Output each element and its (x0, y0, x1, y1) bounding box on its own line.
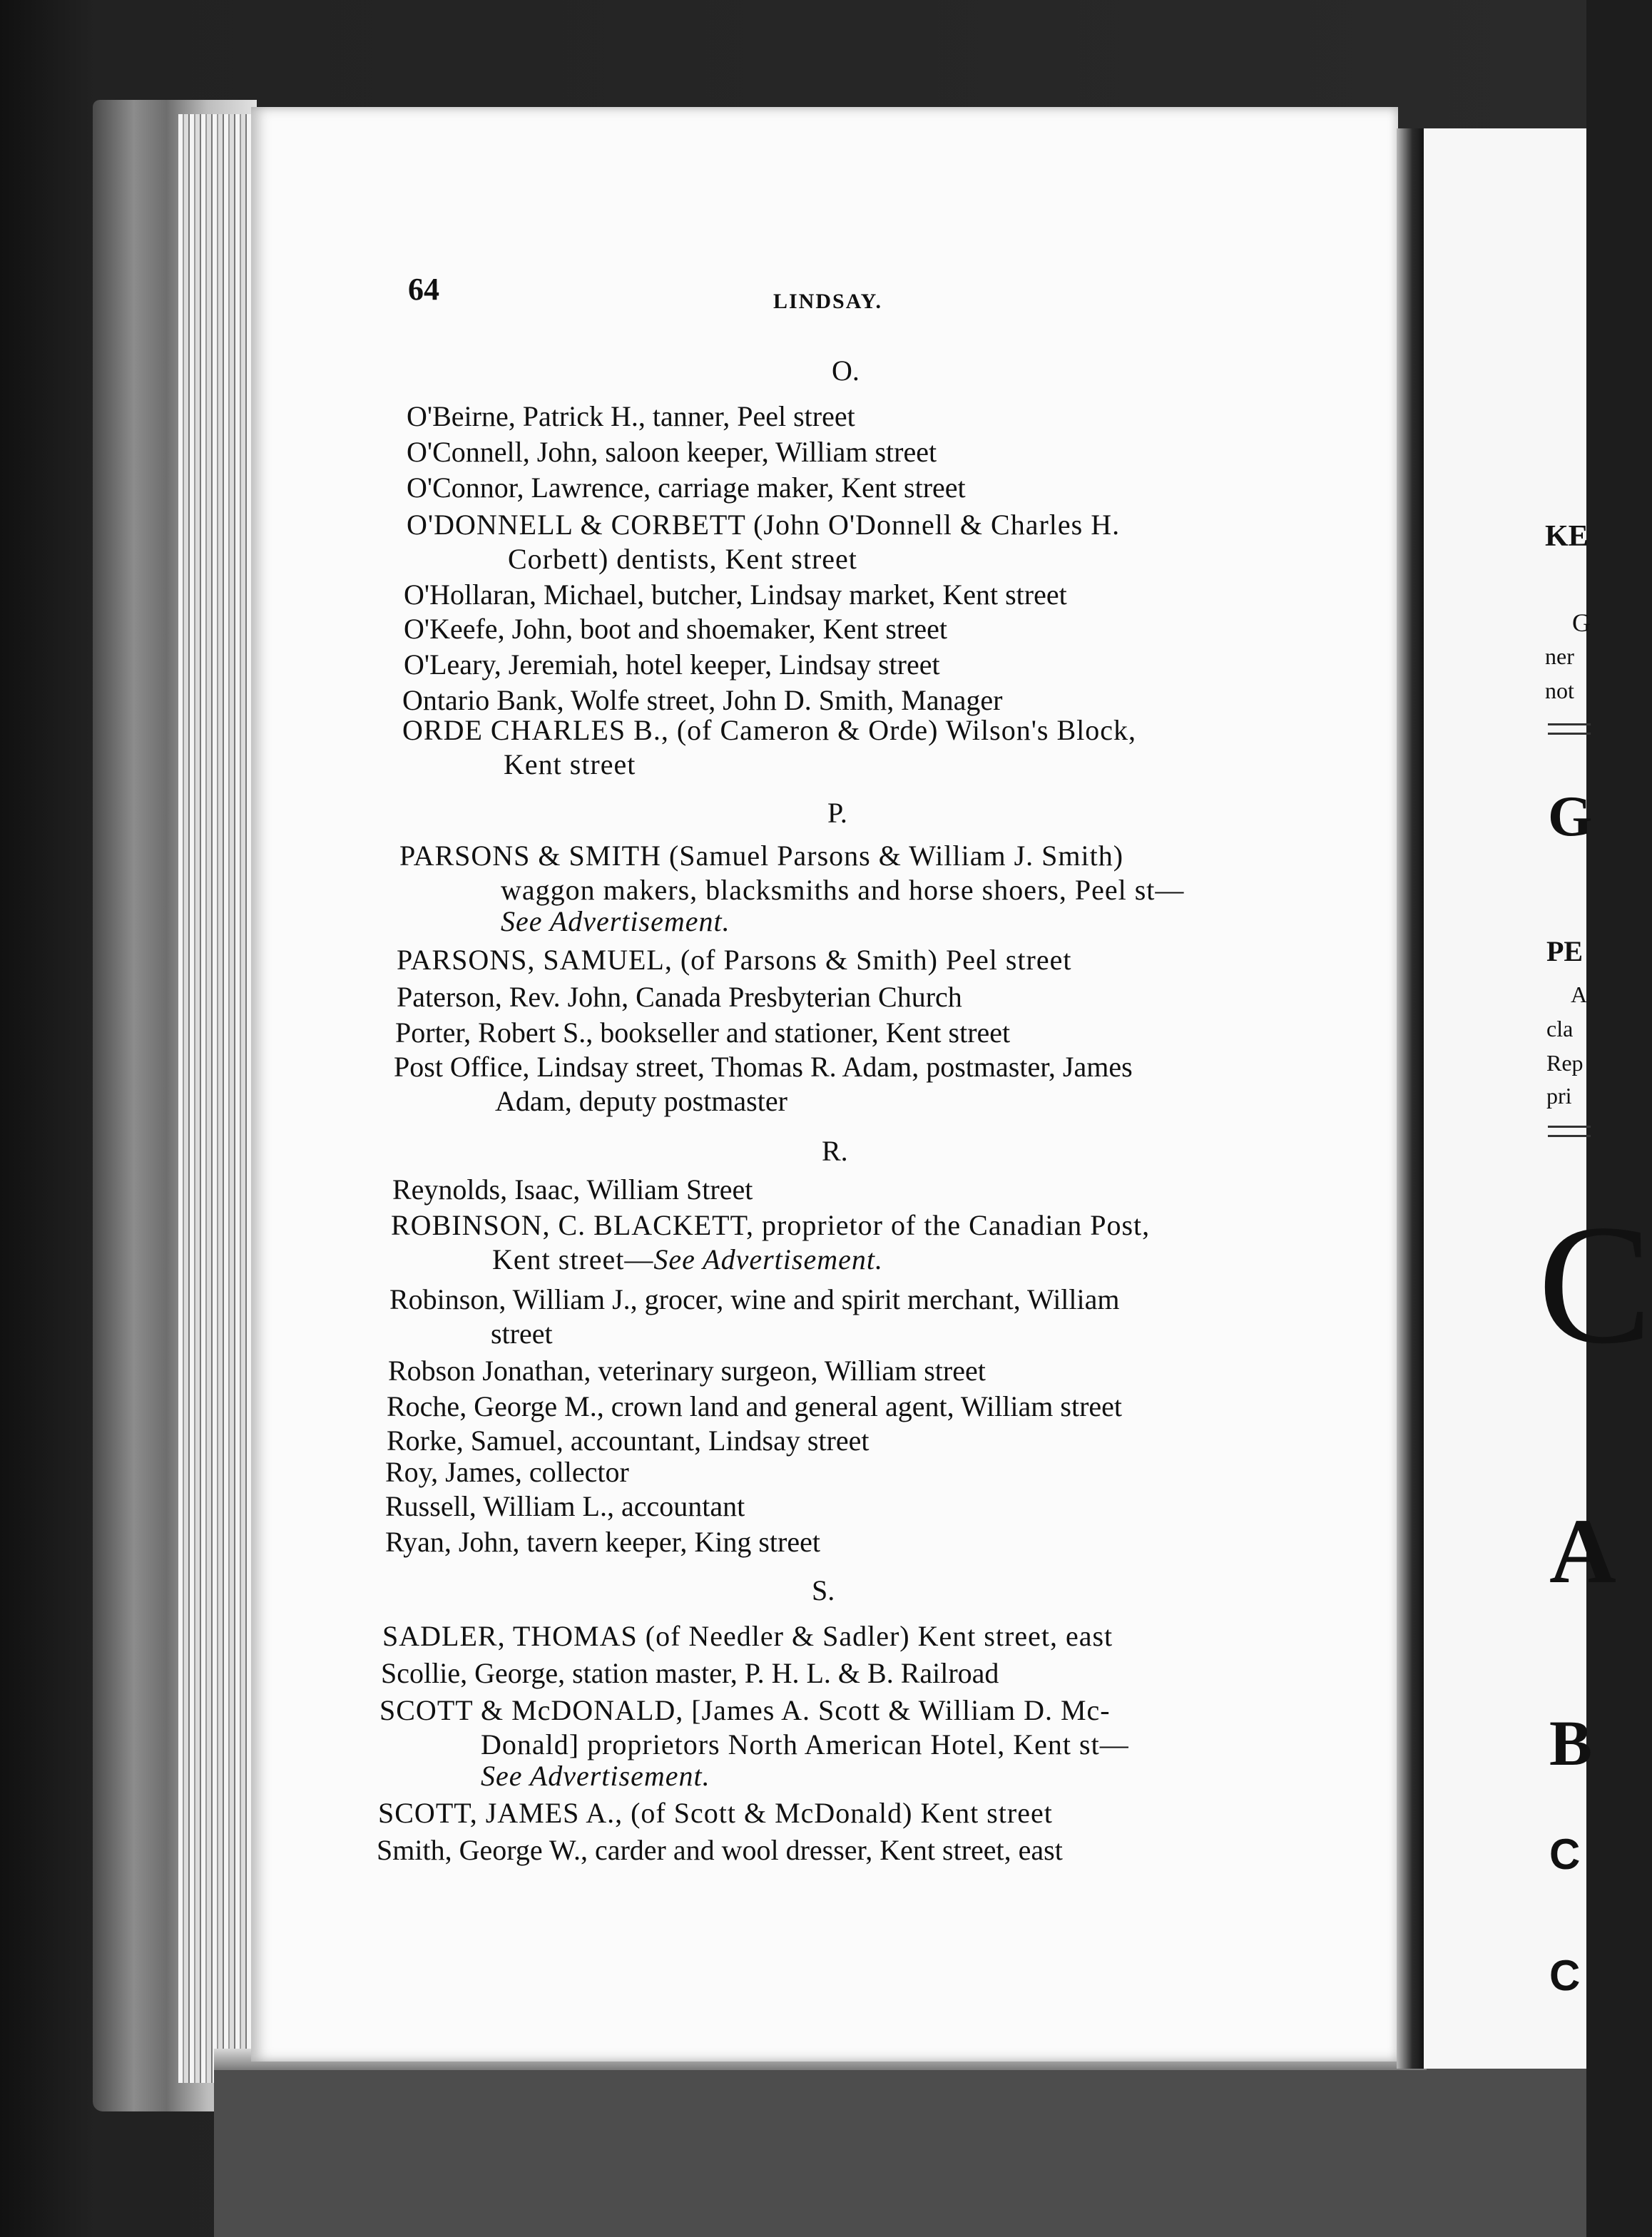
section-letter-p: P. (827, 797, 847, 829)
directory-entry: Russell, William L., accountant (385, 1490, 745, 1522)
directory-entry: Paterson, Rev. John, Canada Presbyterian Church (397, 981, 962, 1013)
directory-entry: PARSONS & SMITH (Samuel Parsons & William J. Smith) waggon makers, blacksmiths and horse shoers, Peel st— See Advertisement. (399, 840, 1185, 937)
directory-entry: O'Connor, Lawrence, carriage maker, Kent street (407, 472, 966, 504)
directory-entry: Scollie, George, station master, P. H. L. & B. Railroad (381, 1657, 999, 1689)
directory-entry: Ryan, John, tavern keeper, King street (385, 1526, 820, 1558)
facing-fragment: G (1548, 785, 1593, 848)
directory-entry: Smith, George W., carder and wool dresser, Kent street, east (377, 1834, 1063, 1866)
directory-entry: SADLER, THOMAS (of Needler & Sadler) Kent street, east (382, 1620, 1113, 1652)
facing-page (1424, 128, 1652, 2069)
directory-entry: Post Office, Lindsay street, Thomas R. Adam, postmaster, James Adam, deputy postmaster (394, 1051, 1133, 1117)
facing-fragment: cla (1546, 1016, 1574, 1041)
facing-fragment: C (1549, 1830, 1581, 1878)
directory-entry: O'Leary, Jeremiah, hotel keeper, Lindsay street (404, 648, 940, 681)
facing-fragment: A (1571, 982, 1588, 1007)
facing-fragment: pri (1546, 1083, 1572, 1109)
directory-entry: ROBINSON, C. BLACKETT, proprietor of the Canadian Post, Kent street—See Advertisement. (391, 1209, 1151, 1275)
directory-entry: O'Connell, John, saloon keeper, William street (407, 436, 937, 468)
facing-fragment: C (1549, 1952, 1581, 1999)
directory-entry: PARSONS, SAMUEL, (of Parsons & Smith) Peel street (397, 944, 1072, 976)
directory-entry: O'Beirne, Patrick H., tanner, Peel street (407, 400, 855, 432)
facing-fragment: A (1549, 1500, 1616, 1603)
directory-entry: Rorke, Samuel, accountant, Lindsay street (387, 1425, 870, 1457)
running-head: LINDSAY. (773, 290, 883, 313)
facing-fragment: Rep (1546, 1050, 1584, 1076)
page-number: 64 (408, 272, 439, 307)
book-bottom-board (214, 2062, 1586, 2237)
section-letter-r: R. (822, 1135, 848, 1167)
facing-fragment: B (1549, 1708, 1593, 1779)
book-gutter (1397, 128, 1425, 2069)
directory-entry: O'Hollaran, Michael, butcher, Lindsay market, Kent street (404, 579, 1067, 611)
facing-fragment: not (1545, 678, 1574, 703)
directory-entry: SCOTT, JAMES A., (of Scott & McDonald) Kent street (378, 1797, 1053, 1829)
page-leaves-edge (178, 114, 257, 2083)
directory-entry: Robson Jonathan, veterinary surgeon, William street (388, 1355, 986, 1387)
directory-entry: Robinson, William J., grocer, wine and spirit merchant, William street (389, 1283, 1120, 1350)
facing-fragment: PE (1546, 935, 1584, 967)
directory-entry: Roche, George M., crown land and general agent, William street (387, 1390, 1123, 1422)
directory-entry: Reynolds, Isaac, William Street (392, 1173, 753, 1206)
facing-fragment: C (1538, 1189, 1652, 1379)
facing-fragment: KE (1545, 520, 1589, 553)
directory-entry: Ontario Bank, Wolfe street, John D. Smith, Manager (402, 684, 1003, 716)
directory-entry: ORDE CHARLES B., (of Cameron & Orde) Wilson's Block, Kent street (402, 714, 1137, 780)
facing-fragment: ner (1545, 643, 1574, 669)
facing-rule (1548, 723, 1591, 735)
directory-entry: Roy, James, collector (385, 1456, 629, 1488)
directory-entry: SCOTT & McDONALD, [James A. Scott & William D. Mc- Donald] proprietors North American Hotel, Kent st— See Advertisement. (379, 1694, 1129, 1792)
directory-entry: Porter, Robert S., bookseller and stationer, Kent street (395, 1016, 1011, 1049)
page-header (408, 271, 1285, 314)
facing-fragment: G (1572, 608, 1591, 637)
directory-entry: O'DONNELL & CORBETT (John O'Donnell & Charles H. Corbett) dentists, Kent street (407, 509, 1121, 575)
section-letter-o: O. (832, 355, 860, 387)
section-letter-s: S. (812, 1574, 835, 1606)
facing-rule (1548, 1126, 1591, 1137)
directory-entry: O'Keefe, John, boot and shoemaker, Kent street (404, 613, 948, 645)
